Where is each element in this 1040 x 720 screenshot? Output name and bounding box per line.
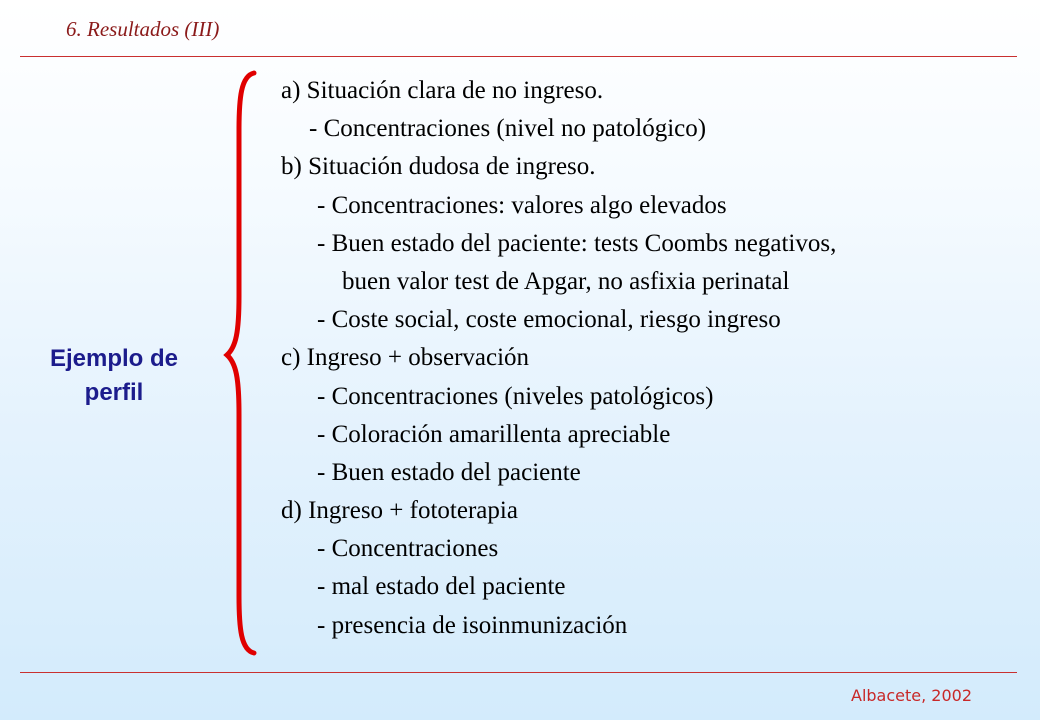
list-item: - Coste social, coste emocional, riesgo ingreso — [317, 306, 781, 334]
list-item: - presencia de isoinmunización — [317, 611, 628, 639]
footer-location-date: Albacete, 2002 — [851, 686, 972, 705]
top-divider — [20, 56, 1017, 57]
bottom-divider — [20, 672, 1017, 673]
list-item-continuation: buen valor test de Apgar, no asfixia perinatal — [342, 267, 790, 295]
curly-brace-icon — [222, 70, 262, 656]
profile-label — [28, 342, 200, 410]
list-item: - Buen estado del paciente: tests Coombs negativos, — [317, 229, 837, 257]
section-d-heading: d) Ingreso + fototerapia — [281, 497, 518, 525]
profile-label-line-2: perfil — [84, 379, 144, 406]
section-b-heading: b) Situación dudosa de ingreso. — [281, 153, 596, 181]
list-item: - Concentraciones (niveles patológicos) — [317, 382, 714, 410]
result-list — [281, 76, 1021, 649]
slide-title: 6. Resultados (III) — [66, 17, 220, 41]
list-item: - Concentraciones (nivel no patológico) — [309, 115, 707, 143]
list-item: - Buen estado del paciente — [317, 458, 581, 486]
list-item: - Concentraciones: valores algo elevados — [317, 191, 727, 219]
list-item: - Coloración amarillenta apreciable — [317, 420, 671, 448]
list-item: - Concentraciones — [317, 535, 499, 563]
section-a-heading: a) Situación clara de no ingreso. — [281, 77, 604, 104]
profile-label-line-1: Ejemplo de — [49, 345, 179, 372]
list-item: - mal estado del paciente — [317, 573, 566, 601]
section-c-heading: c) Ingreso + observación — [281, 344, 530, 372]
